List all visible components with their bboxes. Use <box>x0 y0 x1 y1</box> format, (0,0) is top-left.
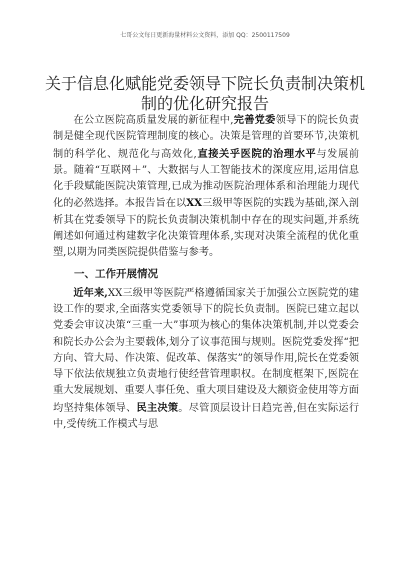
intro-emphasis-3: XX <box>186 197 203 210</box>
intro-emphasis-1: 完善党委 <box>233 114 276 126</box>
section-text-1: XX三级甲等医院严格遵循国家关于加强公立医院党的建设工作的要求,全面落实党委领导下的院长负责制。医院已建立起以党委会审议决策“三重一大”事项为核心的集体决策机制,并以党委会和院长办公会为主要载体,划分了议事范围与规则。医院党委发挥“把方向、管大局、作决策、促改革、保落实”的领导作用,院长在党委领导下依法依规独立负责地行使经营管理职权。在制度框架下,医院在重大发展规划、重要人事任免、重大项目建设及大额资金使用等方面均坚持集体领导、 <box>53 287 359 414</box>
section-heading: 一、工作开展情况 <box>74 267 158 280</box>
section-emphasis-2: 民主决策 <box>136 401 179 414</box>
intro-paragraph <box>53 112 359 262</box>
intro-text-1: 在公立医院高质量发展的新征程中, <box>73 115 234 126</box>
section-emphasis-1: 近年来, <box>73 286 108 299</box>
document-body <box>53 112 359 433</box>
intro-text-4: 三级甲等医院的实践为基础,深入剖析其在党委领导下的院长负责制决策机制中存在的现实问题,并系统阐述如何通过构建数字化决策管理体系,实现对决策全流程的优化重塑,以期为同类医院提供借鉴与参考。 <box>53 198 359 259</box>
header-notice: 七哥公文每日更新海量材料公文资料，添加 QQ：2500117509 <box>120 32 290 39</box>
intro-text-2: 领导下的院长负责制是健全现代医院管理制度的核心。决策是管理的首要环节,决策机制的科学化、规范化与高效化, <box>53 115 360 160</box>
section-paragraph <box>53 285 359 434</box>
section-text-2: 。尽管顶层设计日趋完善,但在实际运行中,受传统工作模式与思 <box>53 402 360 431</box>
intro-emphasis-2: 直接关乎医院的治理水平 <box>196 147 317 160</box>
intro-text-3: 与发展前景。随着“互联网＋”、大数据与人工智能技术的深度应用,运用信息化手段赋能医院决策管理,已成为推动医院治理体系和治理能力现代化的必然选择。本报告旨在以 <box>53 148 359 210</box>
document-title: 关于信息化赋能党委领导下院长负责制决策机制的优化研究报告 <box>44 74 365 113</box>
